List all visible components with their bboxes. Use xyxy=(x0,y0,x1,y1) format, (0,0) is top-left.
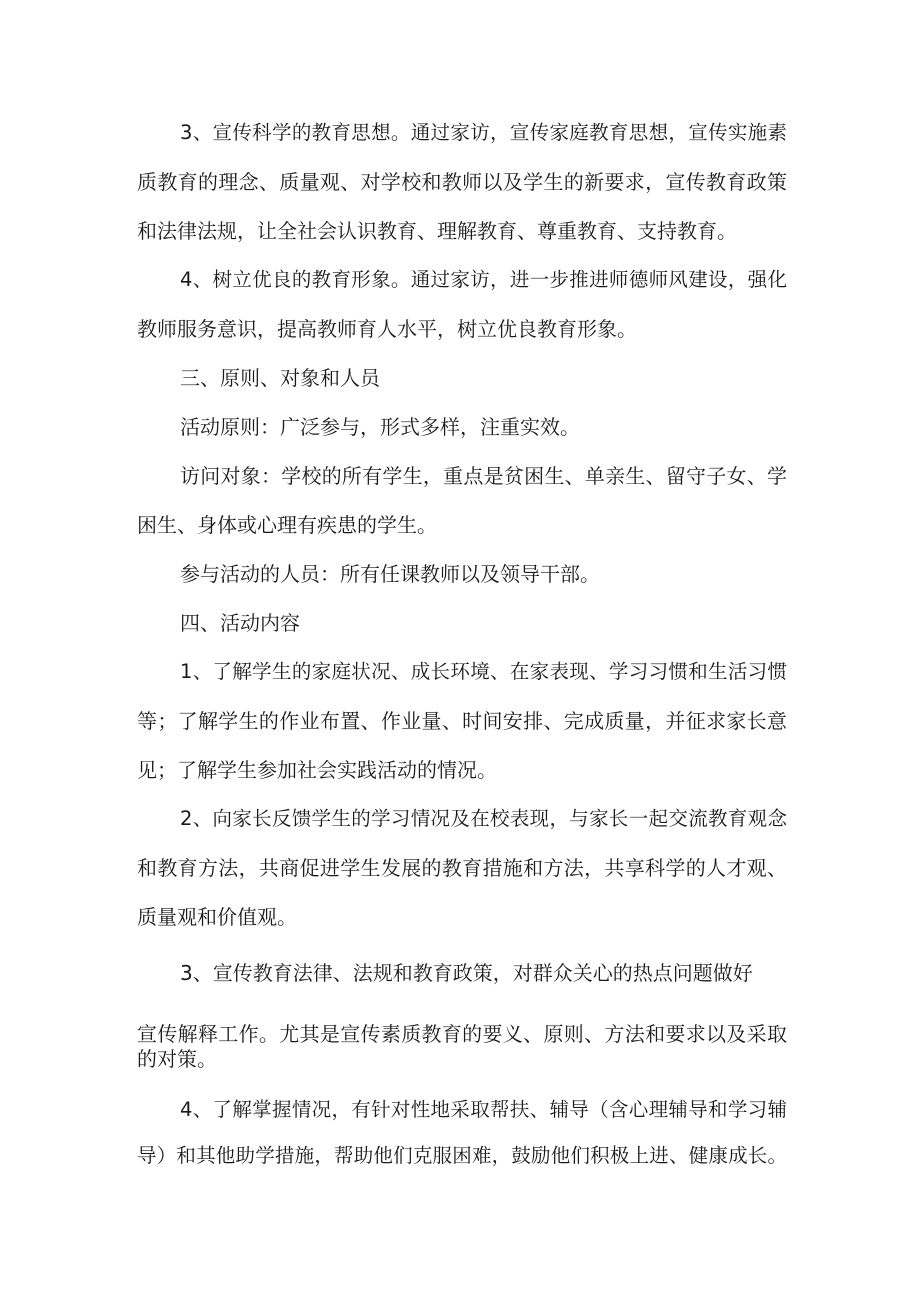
text-line: 和法律法规，让全社会认识教育、理解教育、尊重教育、支持教育。 xyxy=(137,219,737,243)
text-line: 困生、身体或心理有疾患的学生。 xyxy=(137,513,437,537)
text-line: 宣传解释工作。尤其是宣传素质教育的要义、原则、方法和要求以及采取 xyxy=(137,1022,787,1046)
text-line: 3、宣传教育法律、法规和教育政策，对群众关心的热点问题做好 xyxy=(180,961,753,985)
text-line: 参与活动的人员：所有任课教师以及领导干部。 xyxy=(180,562,600,586)
text-line: 1、了解学生的家庭状况、成长环境、在家表现、学习习惯和生活习惯 xyxy=(180,660,787,683)
text-line: 质量观和价值观。 xyxy=(137,905,297,929)
text-line: 教师服务意识，提高教师育人水平，树立优良教育形象。 xyxy=(137,317,637,341)
text-line: 访问对象：学校的所有学生，重点是贫困生、单亲生、留守子女、学 xyxy=(180,464,787,488)
text-line: 3、宣传科学的教育思想。通过家访，宣传家庭教育思想，宣传实施素 xyxy=(180,121,787,144)
section-heading: 三、原则、对象和人员 xyxy=(180,366,380,390)
text-line: 和教育方法，共商促进学生发展的教育措施和方法，共享科学的人才观、 xyxy=(137,856,787,880)
text-line: 2、向家长反馈学生的学习情况及在校表现，与家长一起交流教育观念 xyxy=(180,807,787,830)
text-line: 质教育的理念、质量观、对学校和教师以及学生的新要求，宣传教育政策 xyxy=(137,170,787,194)
text-line: 的对策。 xyxy=(137,1047,217,1071)
text-line: 导）和其他助学措施，帮助他们克服困难，鼓励他们积极上进、健康成长。 xyxy=(137,1144,787,1167)
text-line: 见；了解学生参加社会实践活动的情况。 xyxy=(137,758,497,782)
text-line: 4、树立优良的教育形象。通过家访，进一步推进师德师风建设，强化 xyxy=(180,268,787,291)
section-heading: 四、活动内容 xyxy=(180,611,300,635)
text-line: 活动原则：广泛参与，形式多样，注重实效。 xyxy=(180,415,580,439)
text-line: 等；了解学生的作业布置、作业量、时间安排、完成质量，并征求家长意 xyxy=(137,709,787,733)
text-line: 4、了解掌握情况，有针对性地采取帮扶、辅导（含心理辅导和学习辅 xyxy=(180,1098,787,1121)
